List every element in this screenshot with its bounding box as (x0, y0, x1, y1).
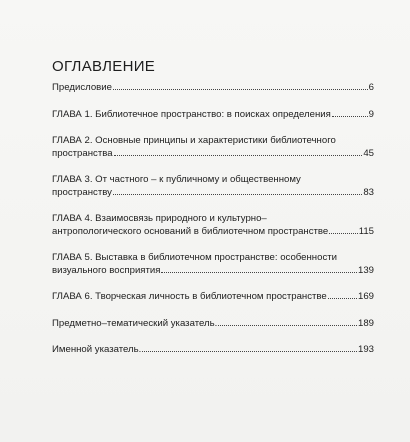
toc-entry-page: 189 (357, 317, 374, 329)
toc-list (52, 82, 374, 371)
toc-entry-page: 45 (363, 147, 374, 159)
toc-entry-title-cont: визуального восприятия (52, 264, 161, 276)
toc-entry-page: 6 (368, 82, 374, 93)
toc-entry-title: Предисловие (52, 82, 112, 93)
toc-entry-title-cont: антропологического оснований в библиотечном пространстве (52, 225, 329, 237)
leader-dots (161, 272, 357, 273)
toc-entry-title: Предметно–тематический указатель. (52, 317, 218, 329)
toc-entry-title-cont: пространству (52, 186, 112, 198)
toc-entry (52, 318, 374, 331)
toc-entry-page: 9 (368, 108, 374, 120)
toc-entry (52, 344, 374, 357)
toc-entry (52, 135, 374, 160)
toc-entry-page: 193 (357, 344, 374, 355)
leader-dots (113, 194, 362, 195)
toc-entry (52, 174, 374, 199)
toc-entry-page: 115 (358, 225, 374, 237)
leader-dots (218, 325, 357, 326)
toc-entry-title: ГЛАВА 4. Взаимосвязь природного и культурно– (52, 213, 267, 224)
toc-entry-title: Именной указатель. (52, 344, 142, 355)
toc-heading: ОГЛАВЛЕНИЕ (52, 58, 156, 75)
toc-entry-title: ГЛАВА 6. Творческая личность в библиотечном пространстве (52, 291, 327, 302)
toc-entry (52, 82, 374, 95)
toc-entry (52, 291, 374, 304)
leader-dots (328, 298, 357, 299)
toc-entry-title: ГЛАВА 5. Выставка в библиотечном пространстве: особенности (52, 252, 337, 263)
toc-entry-page: 169 (357, 291, 374, 302)
toc-entry-title: ГЛАВА 2. Основные принципы и характеристики библиотечного (52, 135, 336, 146)
toc-entry-title: ГЛАВА 3. От частного – к публичному и общественному (52, 174, 301, 185)
toc-entry-title-cont: пространства (52, 147, 113, 159)
toc-entry-page: 83 (363, 186, 374, 198)
toc-entry-page: 139 (357, 264, 374, 276)
toc-entry (52, 252, 374, 277)
leader-dots (329, 233, 357, 234)
leader-dots (332, 116, 368, 117)
toc-entry (52, 213, 374, 238)
leader-dots (142, 351, 357, 352)
leader-dots (114, 155, 363, 156)
leader-dots (113, 89, 368, 90)
toc-entry (52, 109, 374, 122)
toc-entry-title: ГЛАВА 1. Библиотечное пространство: в поисках определения (52, 108, 331, 120)
